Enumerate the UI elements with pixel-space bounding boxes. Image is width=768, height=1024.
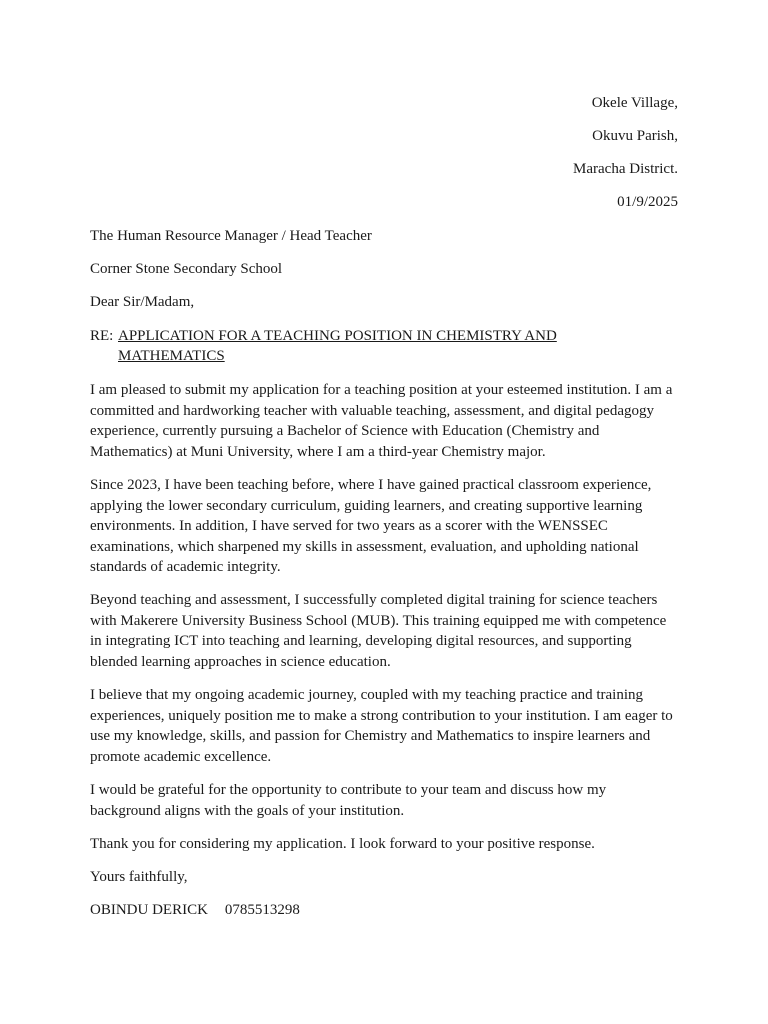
body-paragraph-training: Beyond teaching and assessment, I successfully completed digital training for science teachers with Makerere University Business School (MUB). This training equipped me with competence in integrating ICT into teaching and learning, developing digital resources, and supporting blended learning approaches in science education. (90, 592, 667, 670)
subject-prefix: RE: (90, 328, 114, 344)
subject-line-2: MATHEMATICS (118, 348, 225, 364)
body-paragraph-gratitude: I would be grateful for the opportunity to contribute to your team and discuss how my background aligns with the goals of your institution. (90, 782, 607, 819)
recipient-organization: Corner Stone Secondary School (90, 261, 283, 277)
signature-block (90, 900, 300, 920)
body-paragraph-motivation: I believe that my ongoing academic journey, coupled with my teaching practice and training experiences, uniquely position me to make a strong contribution to your institution. I am eager to use my knowledge, skills, and passion for Chemistry and Mathematics to inspire learners and promote academic excellence. (90, 687, 673, 765)
body-paragraph-experience: Since 2023, I have been teaching before, where I have gained practical classroom experience, applying the lower secondary curriculum, guiding learners, and creating supportive learning environments. In addition, I have served for two years as a scorer with the WENSSEC examinations, which sharpened my skills in assessment, evaluation, and upholding national standards of academic integrity. (90, 477, 652, 576)
address-parish: Okuvu Parish, (592, 128, 678, 144)
subject-line-1: APPLICATION FOR A TEACHING POSITION IN CHEMISTRY AND (118, 328, 557, 344)
closing: Yours faithfully, (90, 869, 188, 885)
signature-name: OBINDU DERICK (90, 902, 208, 918)
recipient-title: The Human Resource Manager / Head Teacher (90, 228, 372, 244)
signature-phone: 0785513298 (224, 902, 300, 918)
body-paragraph-thanks: Thank you for considering my application. I look forward to your positive response. (90, 836, 595, 852)
salutation: Dear Sir/Madam, (90, 294, 195, 310)
letter-date: 01/9/2025 (617, 194, 678, 210)
body-paragraph-intro: I am pleased to submit my application for a teaching position at your esteemed institution. I am a committed and hardworking teacher with valuable teaching, assessment, and digital pedagogy experience, currently pursuing a Bachelor of Science with Education (Chemistry and Mathematics) at Muni University, where I am a third-year Chemistry major. (90, 382, 673, 460)
address-district: Maracha District. (573, 161, 678, 177)
subject-heading (118, 326, 580, 366)
address-village: Okele Village, (591, 95, 678, 111)
